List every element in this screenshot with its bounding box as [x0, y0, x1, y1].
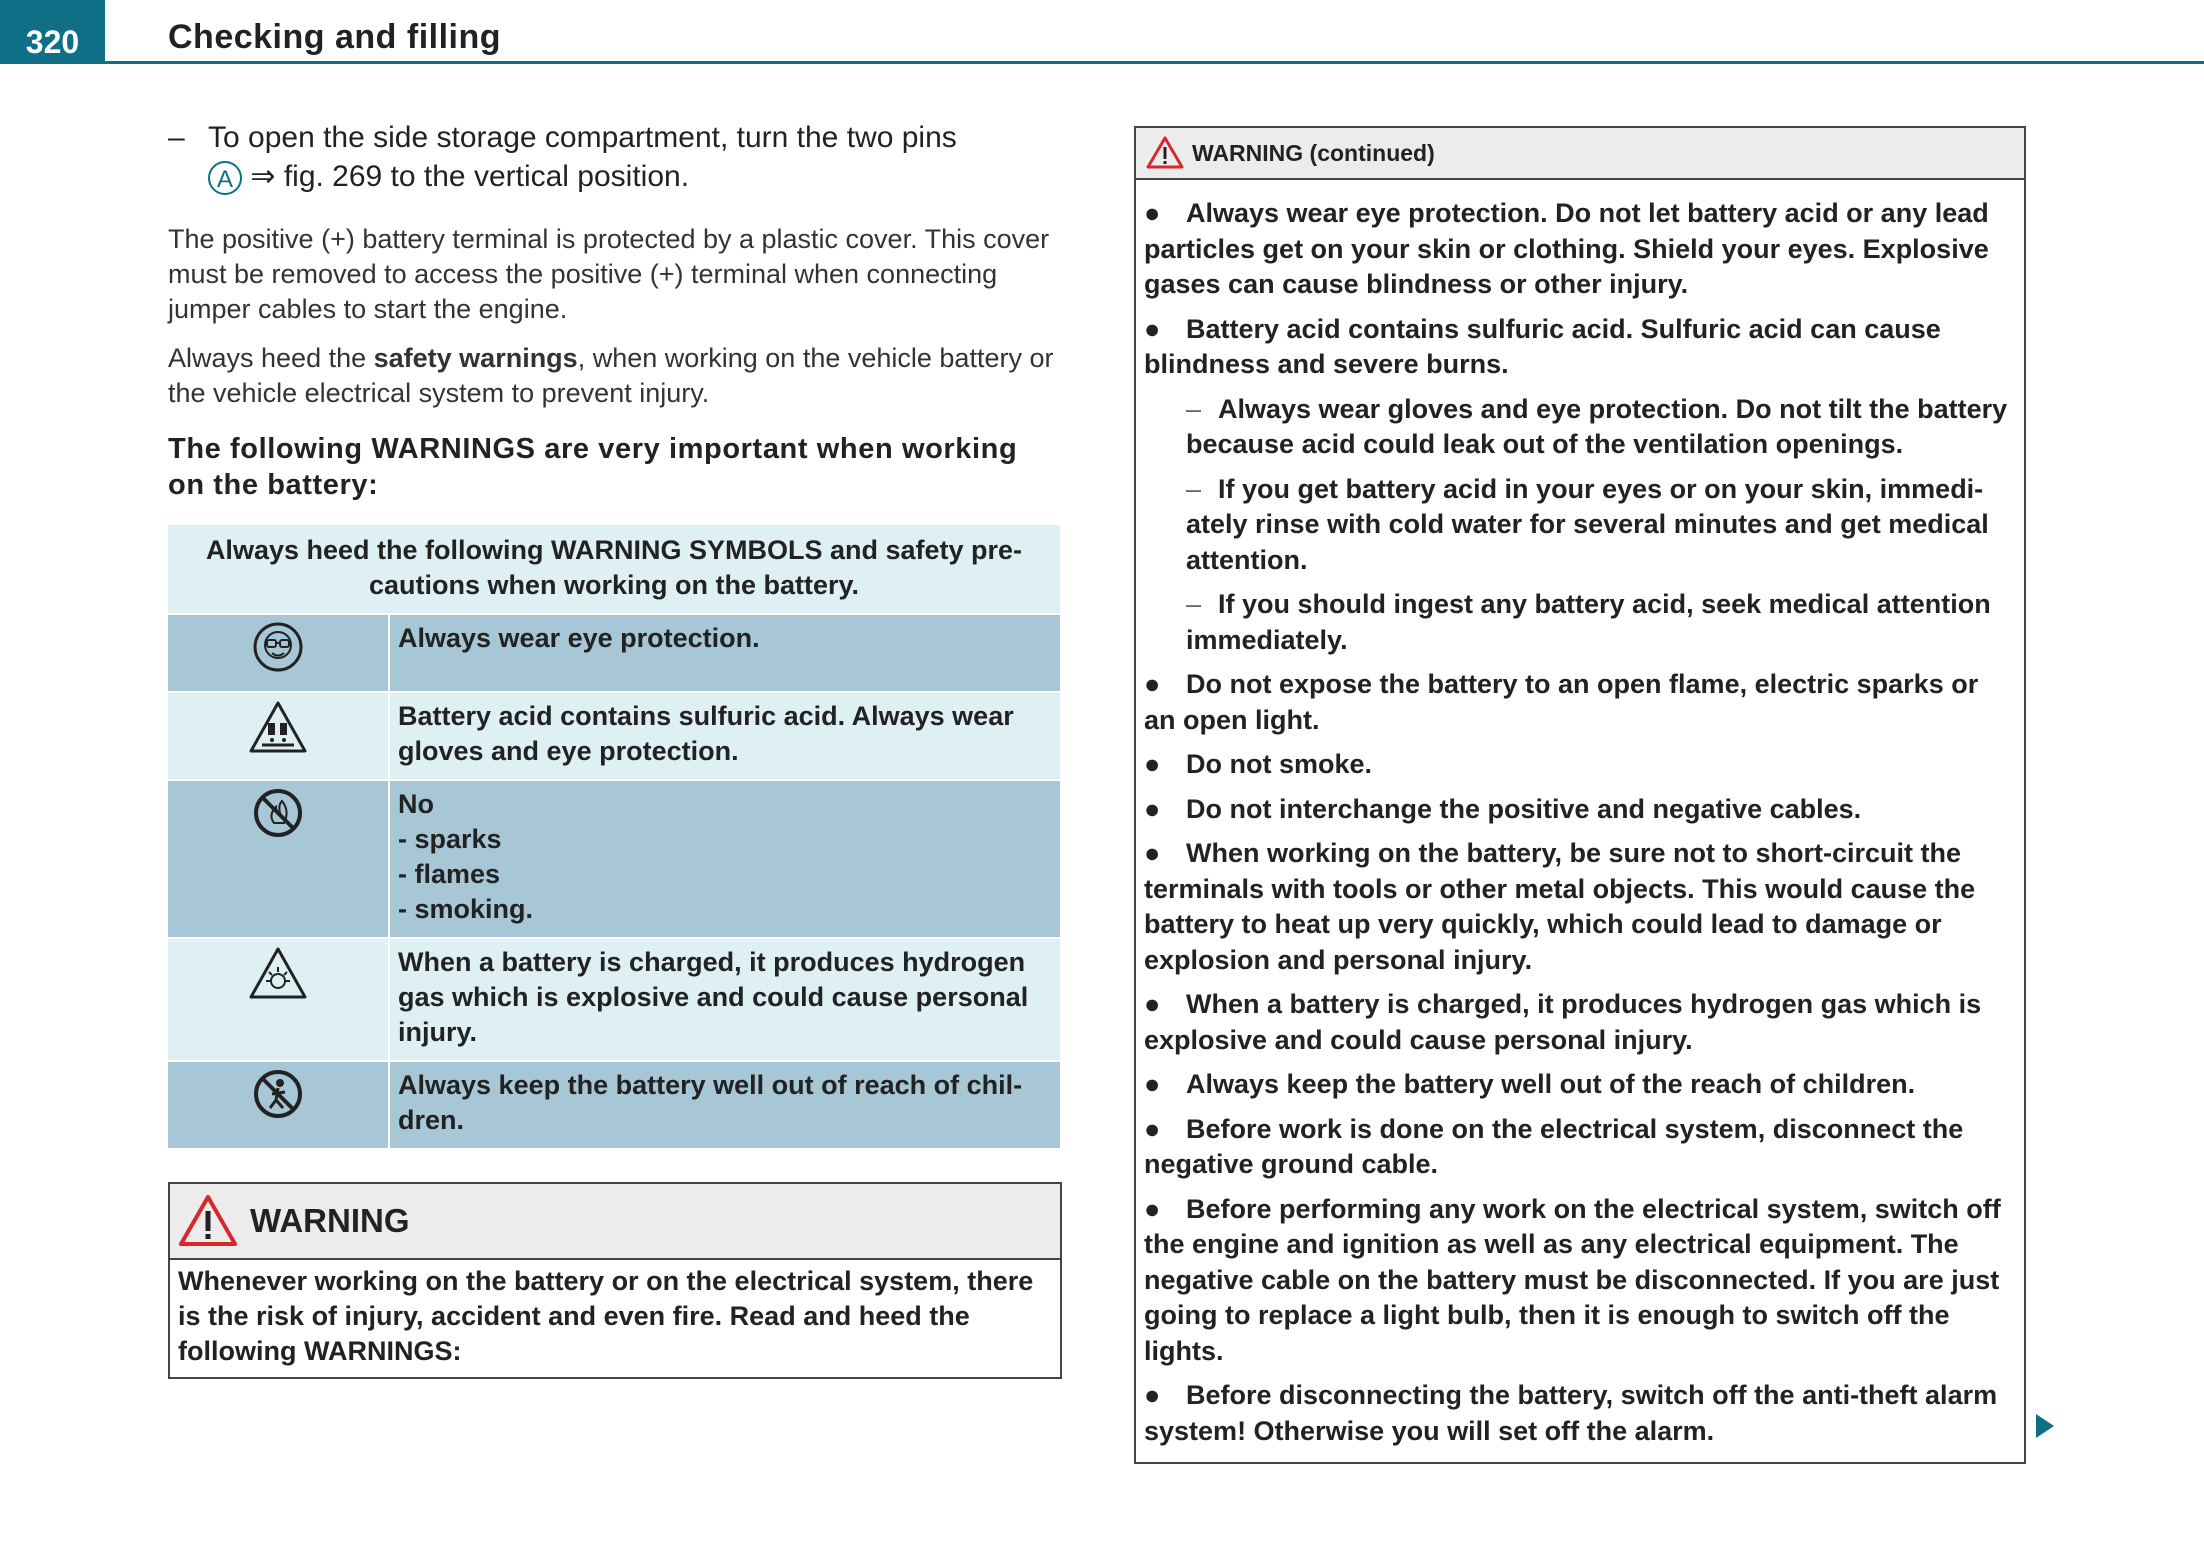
warning-header [170, 1184, 1060, 1260]
warning-bullet-item [1144, 1067, 2016, 1103]
bullet-marker: ● [1144, 1069, 1161, 1099]
warning-bullet-item [1144, 747, 2016, 783]
warning-sub-item [1144, 587, 2016, 658]
header-rule [105, 61, 2204, 64]
symbol-text: Always keep the battery well out of reach of chil-dren. [389, 1061, 1060, 1148]
safety-warnings-emphasis: safety warnings [373, 343, 578, 373]
bullet-marker: ● [1144, 793, 1161, 824]
no-sparks: - sparks [398, 824, 502, 854]
table-row [168, 1061, 1060, 1148]
warning-continued-title: WARNING (continued) [1192, 139, 1435, 166]
symbol-text: When a battery is charged, it produces hydrogen gas which is explosive and could cause personal injury. [389, 938, 1060, 1061]
symbol-text [389, 780, 1060, 938]
dash-marker: – [1186, 473, 1202, 504]
bullet-marker: ● [1144, 1193, 1161, 1224]
warning-triangle-icon [1146, 136, 1184, 170]
warning-bullet-item [1144, 312, 2016, 383]
warning-title: WARNING [250, 1202, 410, 1239]
instruction-step [168, 118, 1060, 196]
warning-item-text: When a battery is charged, it produces hydrogen gas which is explosive and could cause personal injury. [1144, 989, 1982, 1055]
table-row [168, 692, 1060, 780]
symbol-text: Always wear eye protection. [389, 614, 1060, 692]
warning-item-text: Before disconnecting the battery, switch off the anti-theft alarm system! Otherwise you will set off the alarm. [1144, 1380, 1998, 1446]
explosive-gas-icon [248, 945, 308, 1001]
warning-item-text: Always wear eye protection. Do not let battery acid or any lead particles get on your skin or clothing. Shield your eyes. Explosive gases can cause blindness or other injury. [1144, 198, 1989, 299]
warning-item-text: Do not interchange the positive and negative cables. [1186, 793, 1862, 824]
pin-a-marker: A [208, 161, 242, 195]
left-column [168, 118, 1060, 1379]
warning-box [168, 1182, 1062, 1379]
warning-continued-header [1136, 128, 2024, 180]
warning-symbols-table [168, 525, 1060, 1148]
warning-bullet-item [1144, 1378, 2016, 1449]
warning-body: Whenever working on the battery or on the electrical system, there is the risk of injury, accident and even fire. Read and heed the following WARNINGS: [178, 1266, 1034, 1366]
no-flames: - flames [398, 859, 501, 889]
bullet-marker: ● [1144, 838, 1161, 868]
acid-hazard-icon [248, 699, 308, 755]
warning-bullet-item [1144, 1112, 2016, 1183]
warning-item-text: Always keep the battery well out of the reach of children. [1186, 1069, 1916, 1099]
bullet-marker: ● [1144, 198, 1161, 228]
warning-item-text: If you should ingest any battery acid, seek medical attention immediately. [1186, 589, 1991, 655]
warning-item-text: If you get battery acid in your eyes or on your skin, immedi-ately rinse with cold water for several minutes and get medical attention. [1186, 473, 1989, 575]
safety-paragraph [168, 341, 1060, 411]
symbols-table-header: Always heed the following WARNING SYMBOLS and safety pre-cautions when working on the battery. [168, 525, 1060, 614]
warning-item-text: When working on the battery, be sure not to short-circuit the terminals with tools or other metal objects. This would cause the battery to heat up very quickly, which could lead to damage or explosion and personal injury. [1144, 838, 1976, 975]
warning-sub-item [1144, 472, 2016, 579]
warning-item-text: Do not smoke. [1186, 749, 1373, 779]
bullet-marker: ● [1144, 313, 1161, 344]
dash-marker: – [1186, 589, 1202, 619]
warning-bullet-item [1144, 667, 2016, 738]
warning-sub-item [1144, 392, 2016, 463]
symbol-text: Battery acid contains sulfuric acid. Always wear gloves and eye protection. [389, 692, 1060, 780]
bullet-marker: ● [1144, 1113, 1161, 1144]
bullet-marker: ● [1144, 749, 1161, 779]
warning-item-text: Do not expose the battery to an open flame, electric sparks or an open light. [1144, 669, 1979, 735]
warning-bullet-item [1144, 792, 2016, 828]
bullet-marker: ● [1144, 989, 1161, 1019]
no-smoking: - smoking. [398, 894, 534, 924]
bullet-marker: ● [1144, 1380, 1161, 1410]
bullet-marker: ● [1144, 669, 1161, 699]
continue-arrow-icon [2034, 1412, 2056, 1440]
safety-paragraph-end: , when working on the vehicle battery or the vehicle electrical system to prevent injury. [168, 343, 1054, 408]
step-text-before: To open the side storage compartment, turn the two pins [208, 121, 957, 154]
section-title: Checking and filling [168, 18, 502, 56]
warning-bullet-item [1144, 1192, 2016, 1370]
table-row [168, 938, 1060, 1061]
no-label: No [398, 789, 434, 819]
page-number: 320 [0, 0, 105, 64]
warning-triangle-icon [178, 1194, 238, 1248]
warning-continued-box [1134, 126, 2026, 1464]
warning-item-text: Before work is done on the electrical system, disconnect the negative ground cable. [1144, 1113, 1964, 1179]
table-row [168, 614, 1060, 692]
safety-paragraph-start: Always heed the [168, 343, 374, 373]
keep-children-away-icon [252, 1068, 304, 1120]
no-fire-icon [252, 787, 304, 839]
warning-bullet-item [1144, 987, 2016, 1058]
warning-bullet-item [1144, 836, 2016, 978]
step-text-after: ⇒ fig. 269 to the vertical position. [250, 160, 690, 193]
terminal-cover-paragraph: The positive (+) battery terminal is protected by a plastic cover. This cover must be removed to access the positive (+) terminal when connecting jumper cables to start the engine. [168, 224, 1050, 324]
dash-marker: – [1186, 393, 1202, 424]
eye-protection-icon [252, 621, 304, 673]
warning-item-text: Battery acid contains sulfuric acid. Sulfuric acid can cause blindness and severe burns. [1144, 313, 1941, 379]
table-row [168, 780, 1060, 938]
step-dash: – [168, 121, 185, 154]
warnings-subheading: The following WARNINGS are very important when working on the battery: [168, 433, 1018, 501]
warning-list [1136, 180, 2024, 1462]
warning-item-text: Always wear gloves and eye protection. Do not tilt the battery because acid could leak out of the ventilation openings. [1186, 393, 2008, 459]
warning-item-text: Before performing any work on the electrical system, switch off the engine and ignition as well as any electrical equipment. The negative cable on the battery must be disconnected. If you are just going to replace a light bulb, then it is enough to switch off the lights. [1144, 1193, 2001, 1366]
warning-bullet-item [1144, 196, 2016, 303]
